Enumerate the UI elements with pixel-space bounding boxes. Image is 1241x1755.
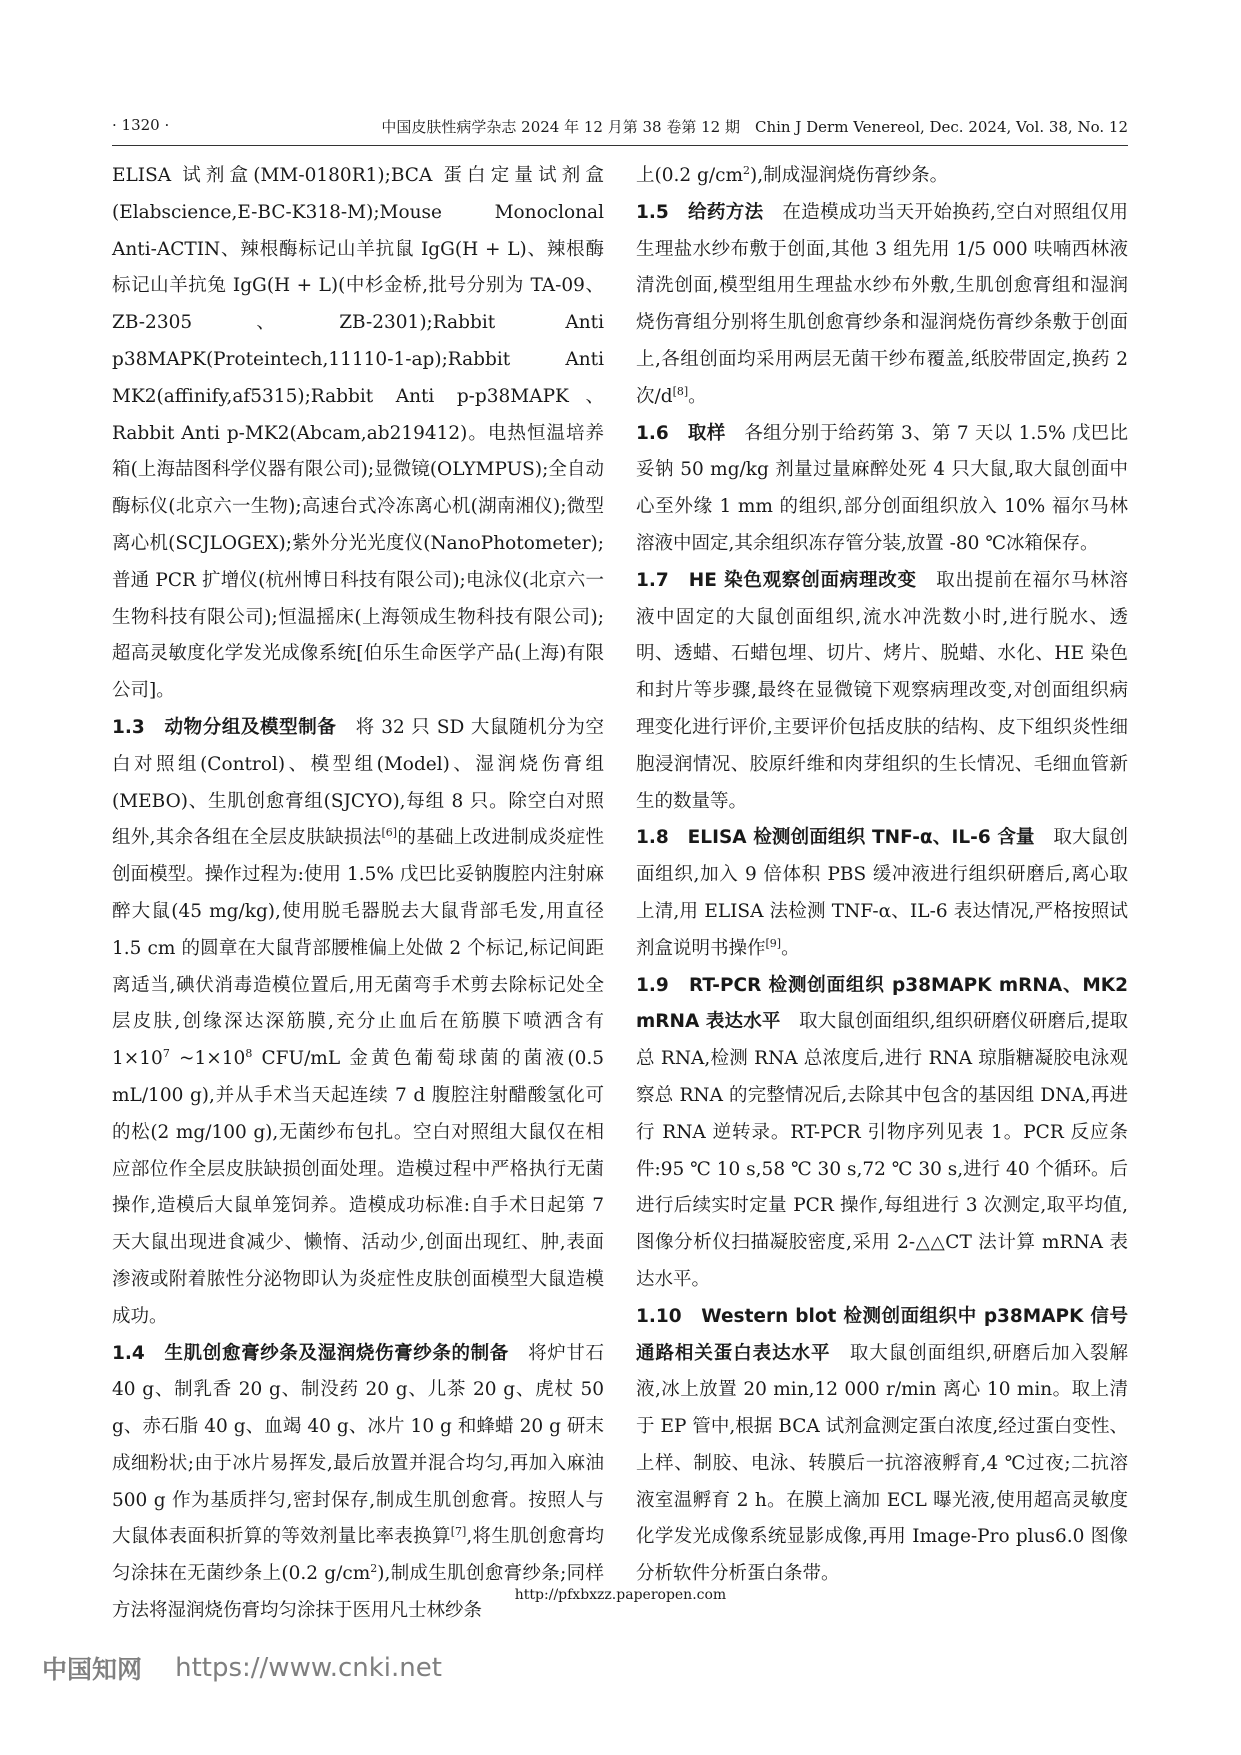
- paragraph-reagents: ELISA 试剂盒(MM-0180R1);BCA 蛋白定量试剂盒(Elabscience,E-BC-K318-M);Mouse Monoclonal Anti-ACTIN、辣根酶标记山羊抗鼠 IgG(H + L)、辣根酶标记山羊抗兔 IgG(H + L)(中杉金桥,批号分别为 TA-09、ZB-2305、ZB-2301);Rabbit Anti p38MAPK(Proteintech,11110-1-ap);Rabbit Anti MK2(affinify,af5315);Rabbit Anti p-p38MAPK、Rabbit Anti p-MK2(Abcam,ab219412)。电热恒温培养箱(上海喆图科学仪器有限公司);显微镜(OLYMPUS);全自动酶标仪(北京六一生物);高速台式冷冻离心机(湖南湘仪);微型离心机(SCJLOGEX);紫外分光光度仪(NanoPhotometer);普通 PCR 扩增仪(杭州博日科技有限公司);电泳仪(北京六一生物科技有限公司);恒温摇床(上海领成生物科技有限公司);超高灵敏度化学发光成像系统[伯乐生命医学产品(上海)有限公司]。: [112, 165, 604, 702]
- section-1-7: 1.7 HE 染色观察创面病理改变 取出提前在福尔马林溶液中固定的大鼠创面组织,流水冲洗数小时,进行脱水、透明、透蜡、石蜡包埋、切片、烤片、脱蜡、水化、HE 染色和封片等步骤,最终在显微镜下观察病理改变,对创面组织病理变化进行评价,主要评价包括皮肤的结构、皮下组织炎性细胞浸润情况、胶原纤维和肉芽组织的生长情况、毛细血管新生的数量等。: [636, 569, 1128, 812]
- section-heading: 1.8 ELISA 检测创面组织 TNF-α、IL-6 含量: [636, 827, 1035, 849]
- section-1-10: 1.10 Western blot 检测创面组织中 p38MAPK 信号通路相关蛋白表达水平 取大鼠创面组织,研磨后加入裂解液,冰上放置 20 min,12 000 r/min 离心 10 min。取上清于 EP 管中,根据 BCA 试剂盒测定蛋白浓度,经过蛋白变性、上样、制胶、电泳、转膜后一抗溶液孵育,4 ℃过夜;二抗溶液室温孵育 2 h。在膜上滴加 ECL 曝光液,使用超高灵敏度化学发光成像系统显影成像,再用 Image-Pro plus6.0 图像分析软件分析蛋白条带。: [636, 1305, 1128, 1585]
- cnki-watermark: [42, 1650, 442, 1690]
- citation-ref: [8]: [672, 384, 689, 398]
- header-rule: [112, 145, 1128, 146]
- section-1-8: 1.8 ELISA 检测创面组织 TNF-α、IL-6 含量 取大鼠创面组织,加入 9 倍体积 PBS 缓冲液进行组织研磨后,离心取上清,用 ELISA 法检测 TNF-α、IL-6 表达情况,严格按照试剂盒说明书操作[9]。: [636, 827, 1128, 959]
- section-heading: 1.6 取样: [636, 422, 726, 444]
- section-heading: 1.7 HE 染色观察创面病理改变: [636, 569, 917, 591]
- running-header: [112, 112, 1128, 140]
- section-heading: 1.4 生肌创愈膏纱条及湿润烧伤膏纱条的制备: [112, 1342, 509, 1364]
- citation-ref: [7]: [450, 1525, 467, 1539]
- cnki-url[interactable]: https://www.cnki.net: [175, 1653, 442, 1683]
- section-heading: 1.3 动物分组及模型制备: [112, 716, 337, 738]
- left-column: [112, 158, 604, 1630]
- journal-citation: 中国皮肤性病学杂志 2024 年 12 月第 38 卷第 12 期 Chin J Derm Venereol, Dec. 2024, Vol. 38, No. 12: [381, 118, 1128, 136]
- citation-ref: [9]: [765, 936, 782, 950]
- cnki-logo: 中国知网: [42, 1655, 143, 1684]
- section-1-5: 1.5 给药方法 在造模成功当天开始换药,空白对照组仅用生理盐水纱布敷于创面,其他 3 组先用 1/5 000 呋喃西林液清洗创面,模型组用生理盐水纱布外敷,生肌创愈膏组和湿润烧伤膏组分别将生肌创愈膏纱条和湿润烧伤膏纱条敷于创面上,各组创面均采用两层无菌干纱布覆盖,纸胶带固定,换药 2 次/d[8]。: [636, 201, 1128, 407]
- section-1-6: 1.6 取样 各组分别于给药第 3、第 7 天以 1.5% 戊巴比妥钠 50 mg/kg 剂量过量麻醉处死 4 只大鼠,取大鼠创面中心至外缘 1 mm 的组织,部分创面组织放入 10% 福尔马林溶液中固定,其余组织冻存管分装,放置 -80 ℃冰箱保存。: [636, 422, 1128, 554]
- section-heading: 1.10 Western blot 检测创面组织中 p38MAPK 信号通路相关蛋白表达水平: [636, 1305, 1128, 1364]
- section-heading: 1.9 RT-PCR 检测创面组织 p38MAPK mRNA、MK2 mRNA 表达水平: [636, 974, 1128, 1033]
- section-1-4: 1.4 生肌创愈膏纱条及湿润烧伤膏纱条的制备 将炉甘石 40 g、制乳香 20 g、制没药 20 g、儿茶 20 g、虎杖 50 g、赤石脂 40 g、血竭 40 g、冰片 10 g 和蜂蜡 20 g 研末成细粉状;由于冰片易挥发,最后放置并混合均匀,再加入麻油 500 g 作为基质拌匀,密封保存,制成生肌创愈膏。按照人与大鼠体表面积折算的等效剂量比率表换算[7],将生肌创愈膏均匀涂抹在无菌纱条上(0.2 $g/cm^2$),制成生肌创愈膏纱条;同样方法将湿润烧伤膏均匀涂抹于医用凡士林纱条: [112, 1342, 605, 1622]
- paragraph-continued: 上(0.2 $g/cm^2$),制成湿润烧伤膏纱条。: [636, 163, 949, 186]
- citation-ref: [6]: [381, 826, 398, 840]
- footer-url[interactable]: http://pfxbxzz.paperopen.com: [514, 1587, 727, 1603]
- section-heading: 1.5 给药方法: [636, 201, 764, 223]
- section-1-9: 1.9 RT-PCR 检测创面组织 p38MAPK mRNA、MK2 mRNA 表达水平 取大鼠创面组织,组织研磨仪研磨后,提取总 RNA,检测 RNA 总浓度后,进行 RNA 琼脂糖凝胶电泳观察总 RNA 的完整情况后,去除其中包含的基因组 DNA,再进行 RNA 逆转录。RT-PCR 引物序列见表 1。PCR 反应条件:95 ℃ 10 s,58 ℃ 30 s,72 ℃ 30 s,进行 40 个循环。后进行后续实时定量 PCR 操作,每组进行 3 次测定,取平均值,图像分析仪扫描凝胶密度,采用 2-△△CT 法计算 mRNA 表达水平。: [636, 974, 1129, 1290]
- page-number: · 1320 ·: [112, 116, 170, 134]
- section-1-3: 1.3 动物分组及模型制备 将 32 只 SD 大鼠随机分为空白对照组(Control)、模型组(Model)、湿润烧伤膏组(MEBO)、生肌创愈膏组(SJCYO),每组 8 只。除空白对照组外,其余各组在全层皮肤缺损法[6]的基础上改进制成炎症性创面模型。操作过程为:使用 1.5% 戊巴比妥钠腹腔内注射麻醉大鼠(45 mg/kg),使用脱毛器脱去大鼠背部毛发,用直径 1.5 cm 的圆章在大鼠背部腰椎偏上处做 2 个标记,标记间距离适当,碘伏消毒造模位置后,用无菌弯手术剪去除标记处全层皮肤,创缘深达深筋膜,充分止血后在筋膜下喷洒含有 $1\times 10^7$ $\sim 1\times 10^8$ CFU/mL 金黄色葡萄球菌的菌液(0.5 mL/100 g),并从手术当天起连续 7 d 腹腔注射醋酸氢化可的松(2 mg/100 g),无菌纱布包扎。空白对照组大鼠仅在相应部位作全层皮肤缺损创面处理。造模过程中严格执行无菌操作,造模后大鼠单笼饲养。造模成功标准:自手术日起第 7 天大鼠出现进食减少、懒惰、活动少,创面出现红、肿,表面渗液或附着脓性分泌物即认为炎症性皮肤创面模型大鼠造模成功。: [112, 716, 604, 1327]
- right-column: [636, 158, 1128, 1593]
